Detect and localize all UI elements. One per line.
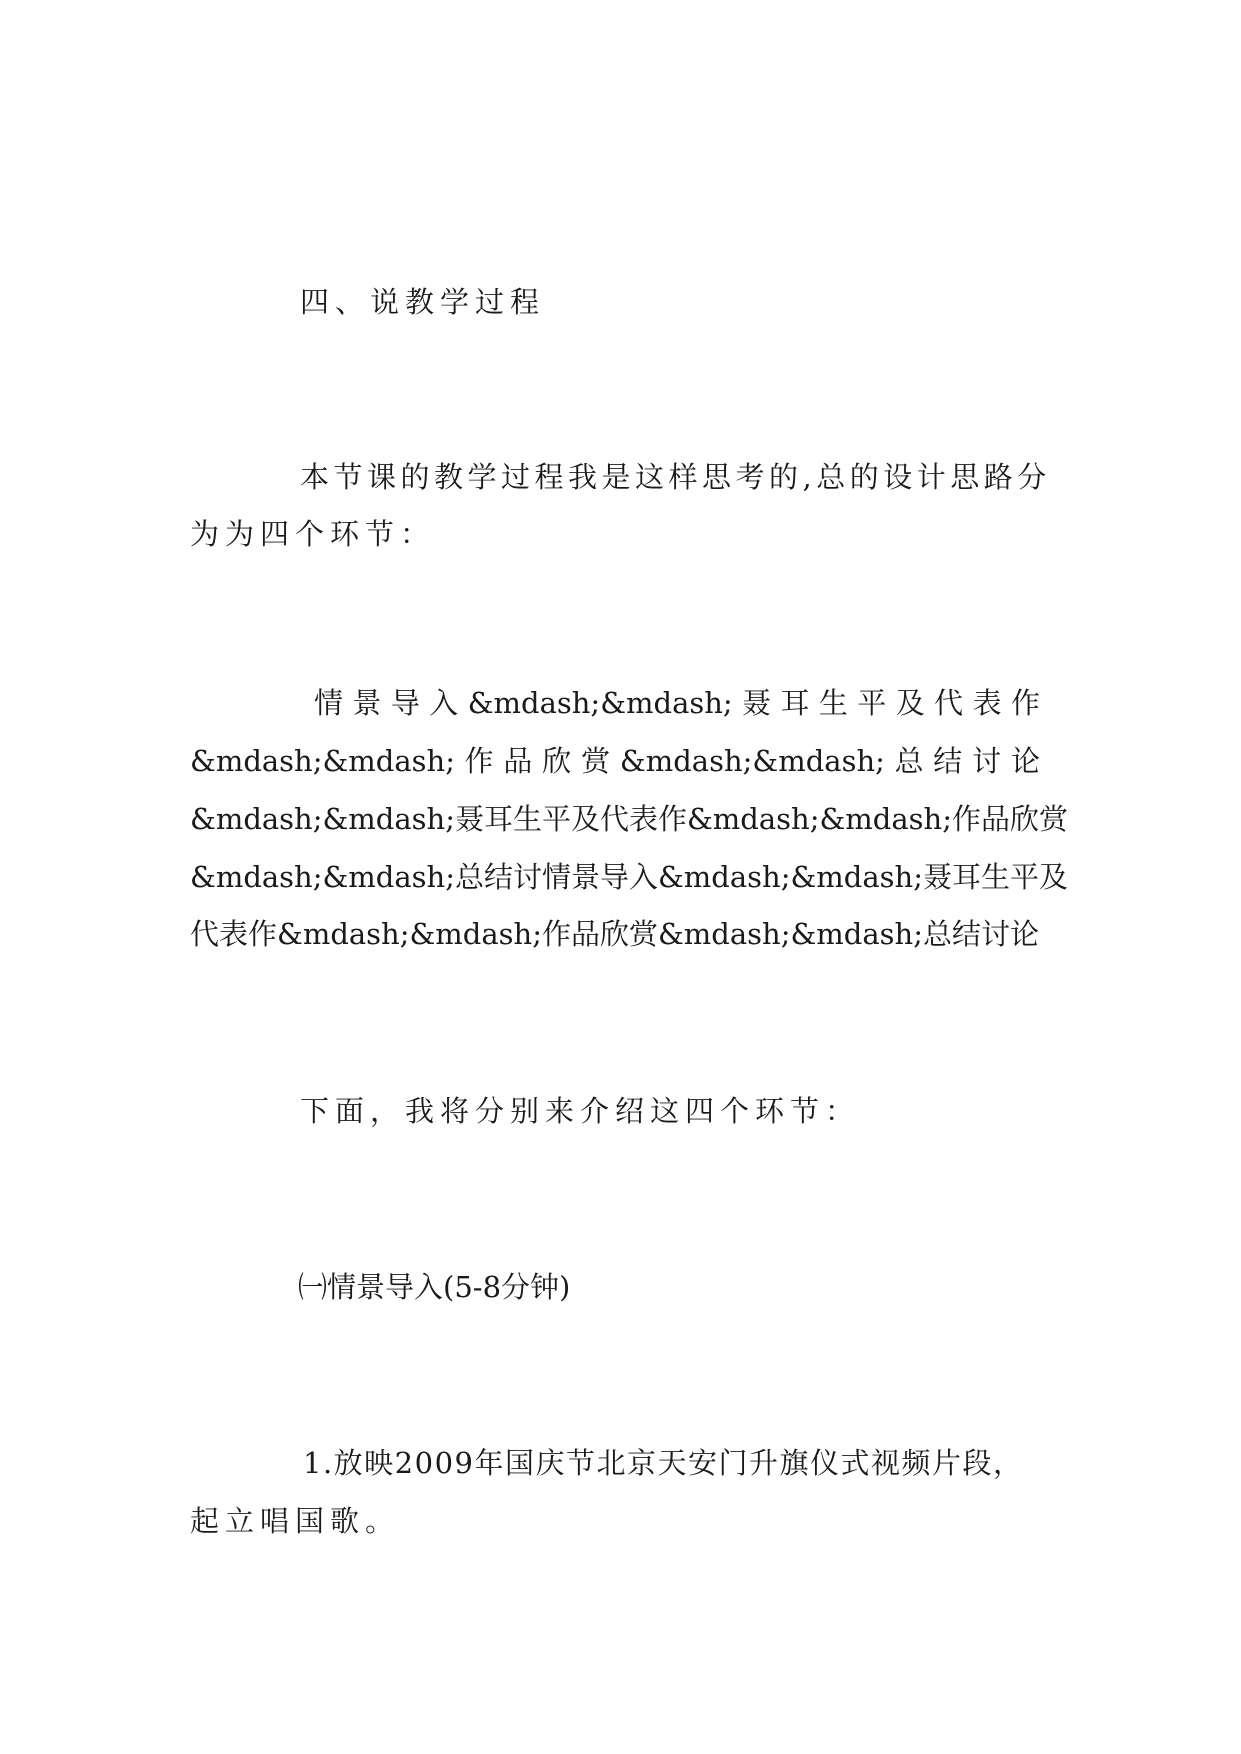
item-1-line-2: 起立唱国歌。: [190, 1504, 401, 1538]
intro-paragraph-line-2: 为为四个环节：: [190, 517, 436, 551]
intro-paragraph-line-1: 本节课的教学过程我是这样思考的,总的设计思路分: [300, 460, 1051, 494]
section-1-title: ㈠情景导入(5-8分钟): [298, 1270, 571, 1304]
flow-paragraph-line-5: 代表作&mdash;&mdash;作品欣赏&mdash;&mdash;总结讨论: [190, 917, 1039, 951]
flow-paragraph-line-1: 情 景 导 入 &mdash;&mdash; 聂 耳 生 平 及 代 表 作: [314, 686, 1040, 720]
flow-paragraph-line-2: &mdash;&mdash; 作 品 欣 赏 &mdash;&mdash; 总 结 讨 论: [190, 744, 1040, 778]
flow-paragraph-line-3: &mdash;&mdash;聂耳生平及代表作&mdash;&mdash;作品欣赏: [190, 802, 1068, 836]
item-1-line-1: 1.放映2009年国庆节北京天安门升旗仪式视频片段，: [303, 1446, 1024, 1480]
transition-paragraph: 下面，我将分别来介绍这四个环节：: [300, 1094, 861, 1128]
section-heading: 四、说教学过程: [300, 285, 546, 319]
flow-paragraph-line-4: &mdash;&mdash;总结讨情景导入&mdash;&mdash;聂耳生平及: [190, 860, 1068, 894]
